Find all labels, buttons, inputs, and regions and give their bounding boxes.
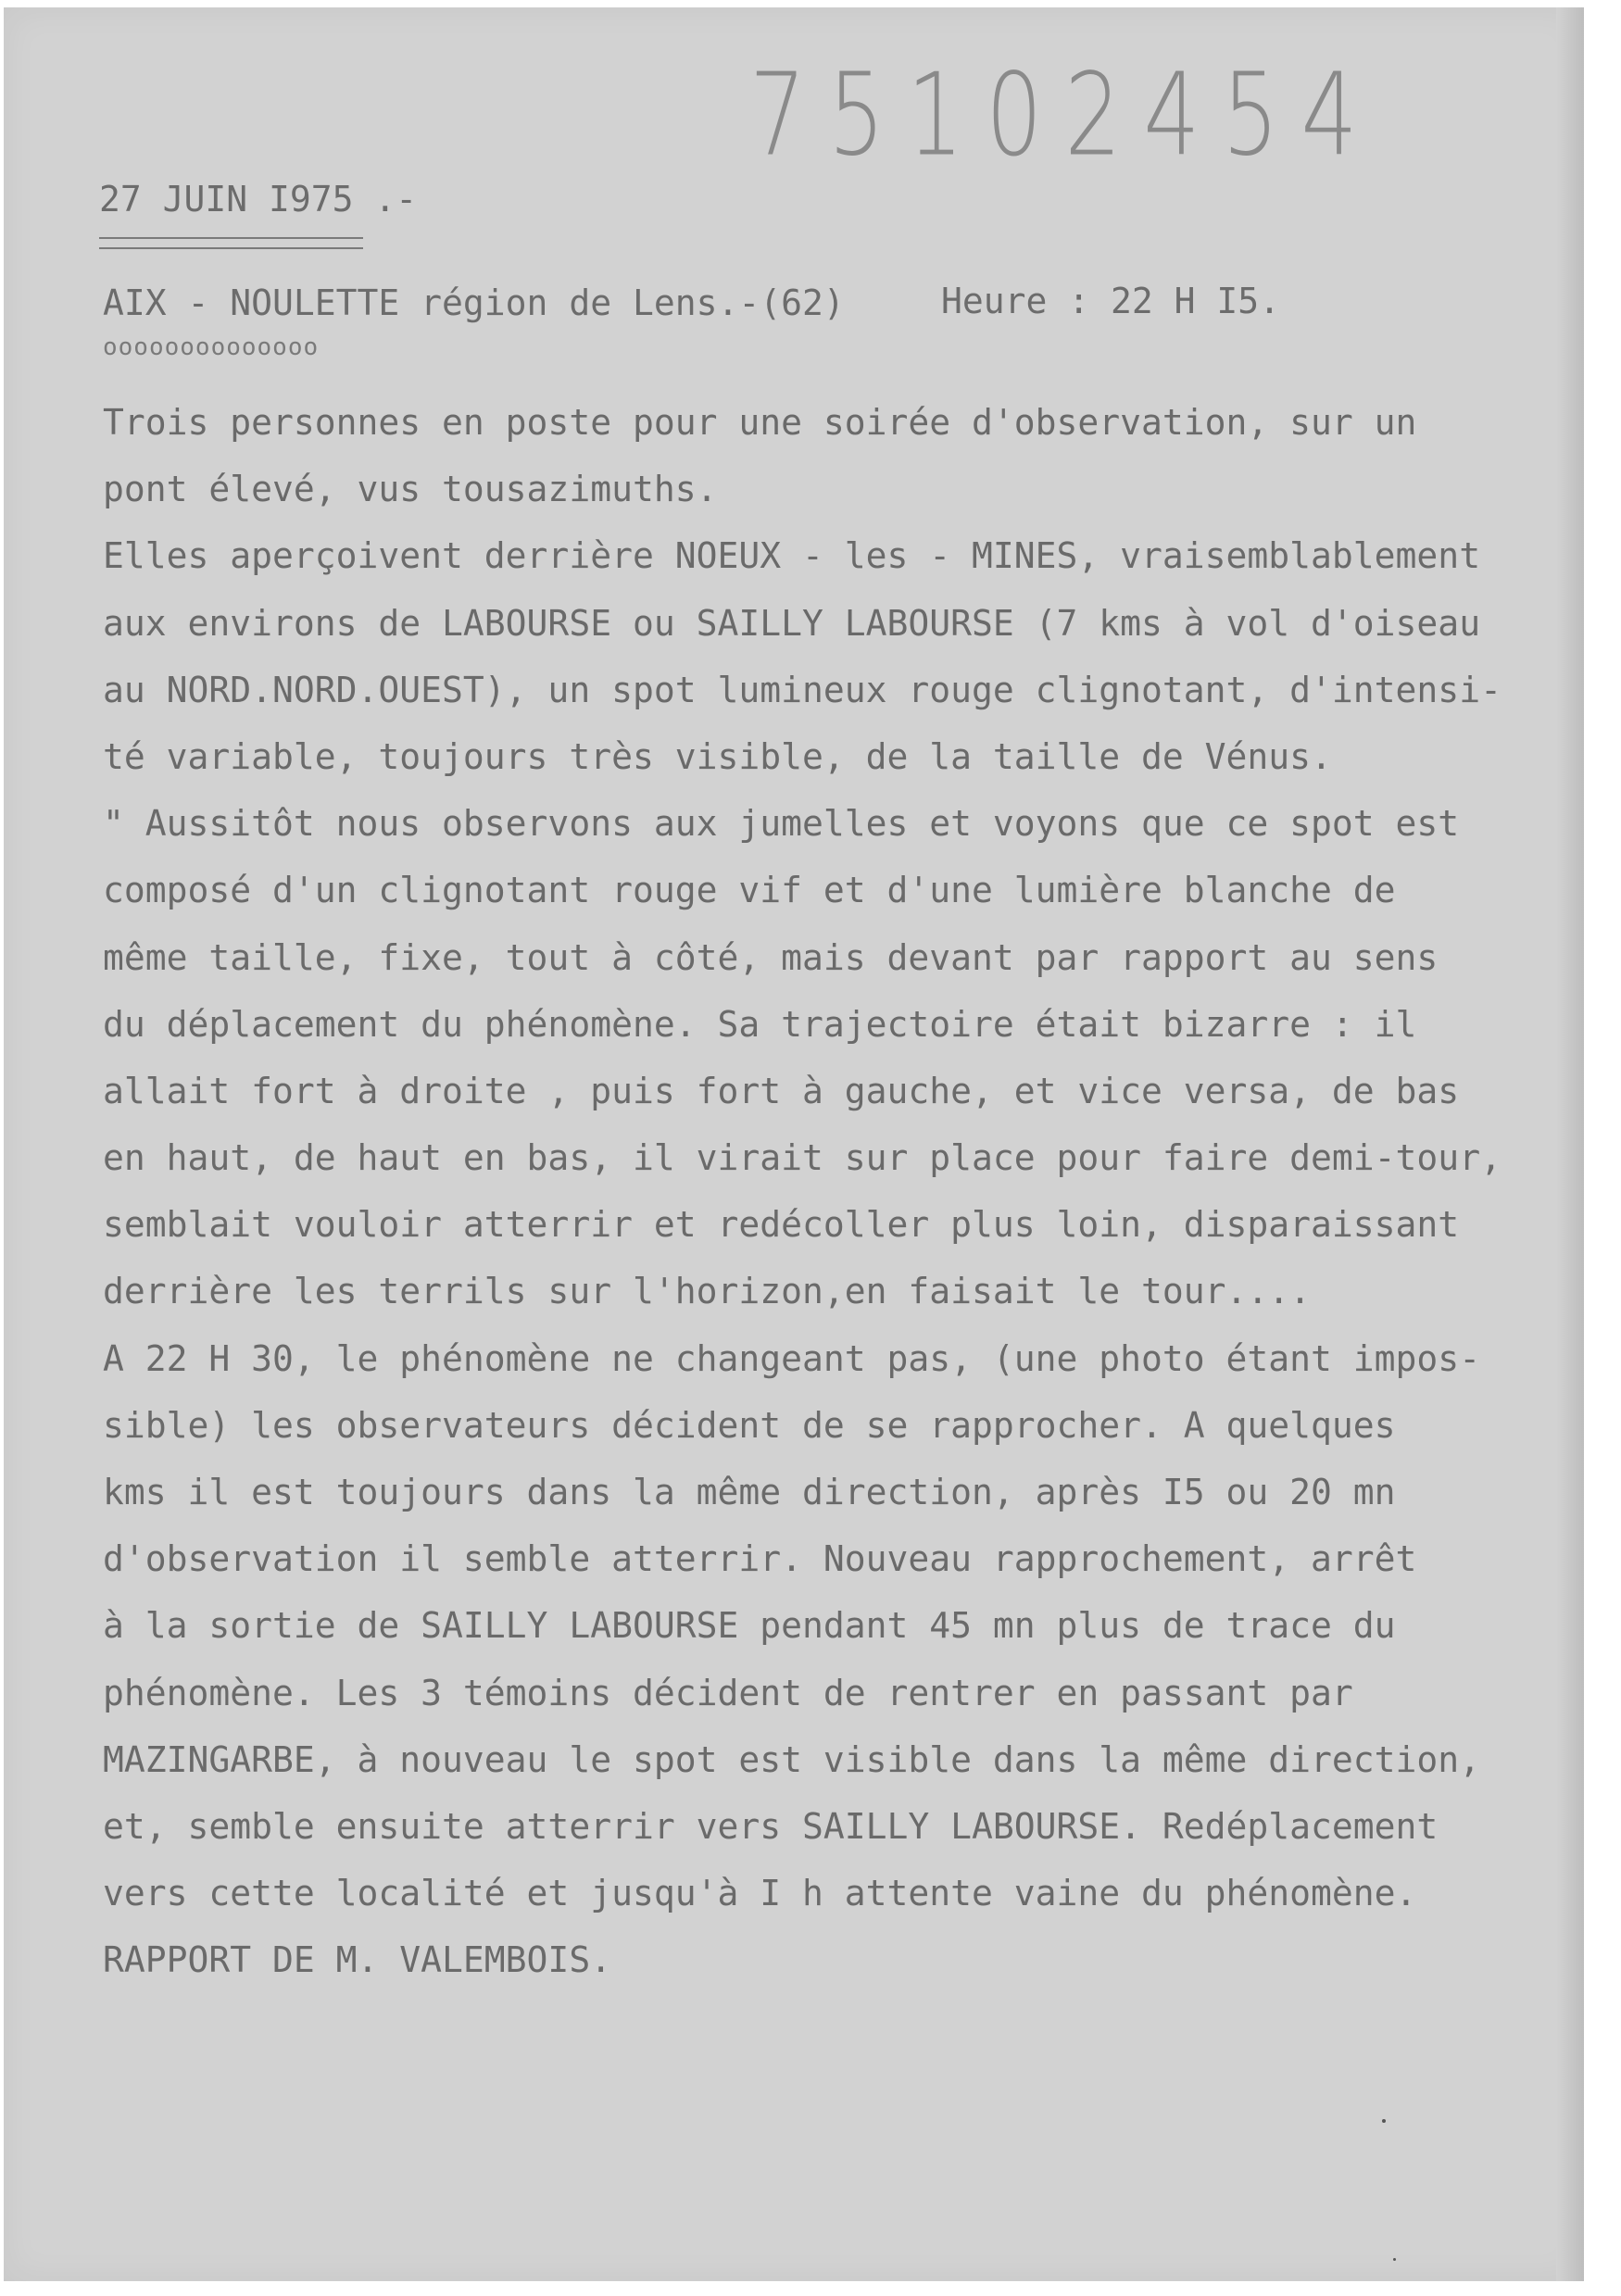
text-line: aux environs de LABOURSE ou SAILLY LABOURSE (7 kms à vol d'oiseau (103, 602, 1481, 644)
report-date: 27 JUIN I975 .- (99, 179, 418, 220)
text-line: du déplacement du phénomène. Sa trajectoire était bizarre : il (103, 1003, 1417, 1045)
text-line: vers cette localité et jusqu'à I h attente vaine du phénomène. (103, 1873, 1417, 1914)
paper-speck (1393, 2258, 1396, 2261)
text-line: en haut, de haut en bas, il virait sur place pour faire demi-tour, (103, 1137, 1502, 1179)
text-line: composé d'un clignotant rouge vif et d'une lumière blanche de (103, 870, 1396, 911)
date-double-underline (99, 237, 363, 249)
report-body (103, 389, 1566, 1994)
text-line: sible) les observateurs décident de se rapprocher. A quelques (103, 1404, 1396, 1446)
text-line: té variable, toujours très visible, de la taille de Vénus. (103, 735, 1332, 777)
text-line: MAZINGARBE, à nouveau le spot est visible dans la même direction, (103, 1738, 1481, 1780)
paper-speck (1382, 2119, 1386, 2123)
report-location: AIX - NOULETTE région de Lens.-(62) (103, 282, 845, 323)
text-line: Trois personnes en poste pour une soirée d'observation, sur un (103, 402, 1417, 443)
report-time: Heure : 22 H I5. (941, 281, 1281, 321)
text-line: " Aussitôt nous observons aux jumelles et voyons que ce spot est (103, 803, 1460, 845)
document-page (4, 7, 1584, 2281)
text-line: kms il est toujours dans la même direction, après I5 ou 20 mn (103, 1472, 1396, 1512)
text-line: pont élevé, vus tousazimuths. (103, 469, 718, 510)
location-underline: oooooooooooooo (103, 333, 320, 361)
text-line: RAPPORT DE M. VALEMBOIS. (103, 1939, 612, 1981)
text-line: derrière les terrils sur l'horizon,en faisait le tour.... (103, 1271, 1312, 1312)
text-line: d'observation il semble atterrir. Nouveau rapprochement, arrêt (103, 1538, 1417, 1580)
text-line: semblait vouloir atterrir et redécoller plus loin, disparaissant (103, 1204, 1460, 1246)
text-line: Elles aperçoivent derrière NOEUX - les - MINES, vraisemblablement (103, 535, 1481, 577)
text-line: à la sortie de SAILLY LABOURSE pendant 45 mn plus de trace du (103, 1605, 1396, 1647)
reference-number: 75102454 (749, 48, 1380, 182)
text-line: même taille, fixe, tout à côté, mais devant par rapport au sens (103, 936, 1439, 978)
text-line: allait fort à droite , puis fort à gauche, et vice versa, de bas (103, 1070, 1460, 1111)
text-line: A 22 H 30, le phénomène ne changeant pas, (une photo étant impos- (103, 1337, 1481, 1379)
text-line: et, semble ensuite atterrir vers SAILLY LABOURSE. Redéplacement (103, 1805, 1439, 1847)
text-line: phénomène. Les 3 témoins décident de rentrer en passant par (103, 1672, 1353, 1713)
text-line: au NORD.NORD.OUEST), un spot lumineux rouge clignotant, d'intensi- (103, 669, 1502, 710)
